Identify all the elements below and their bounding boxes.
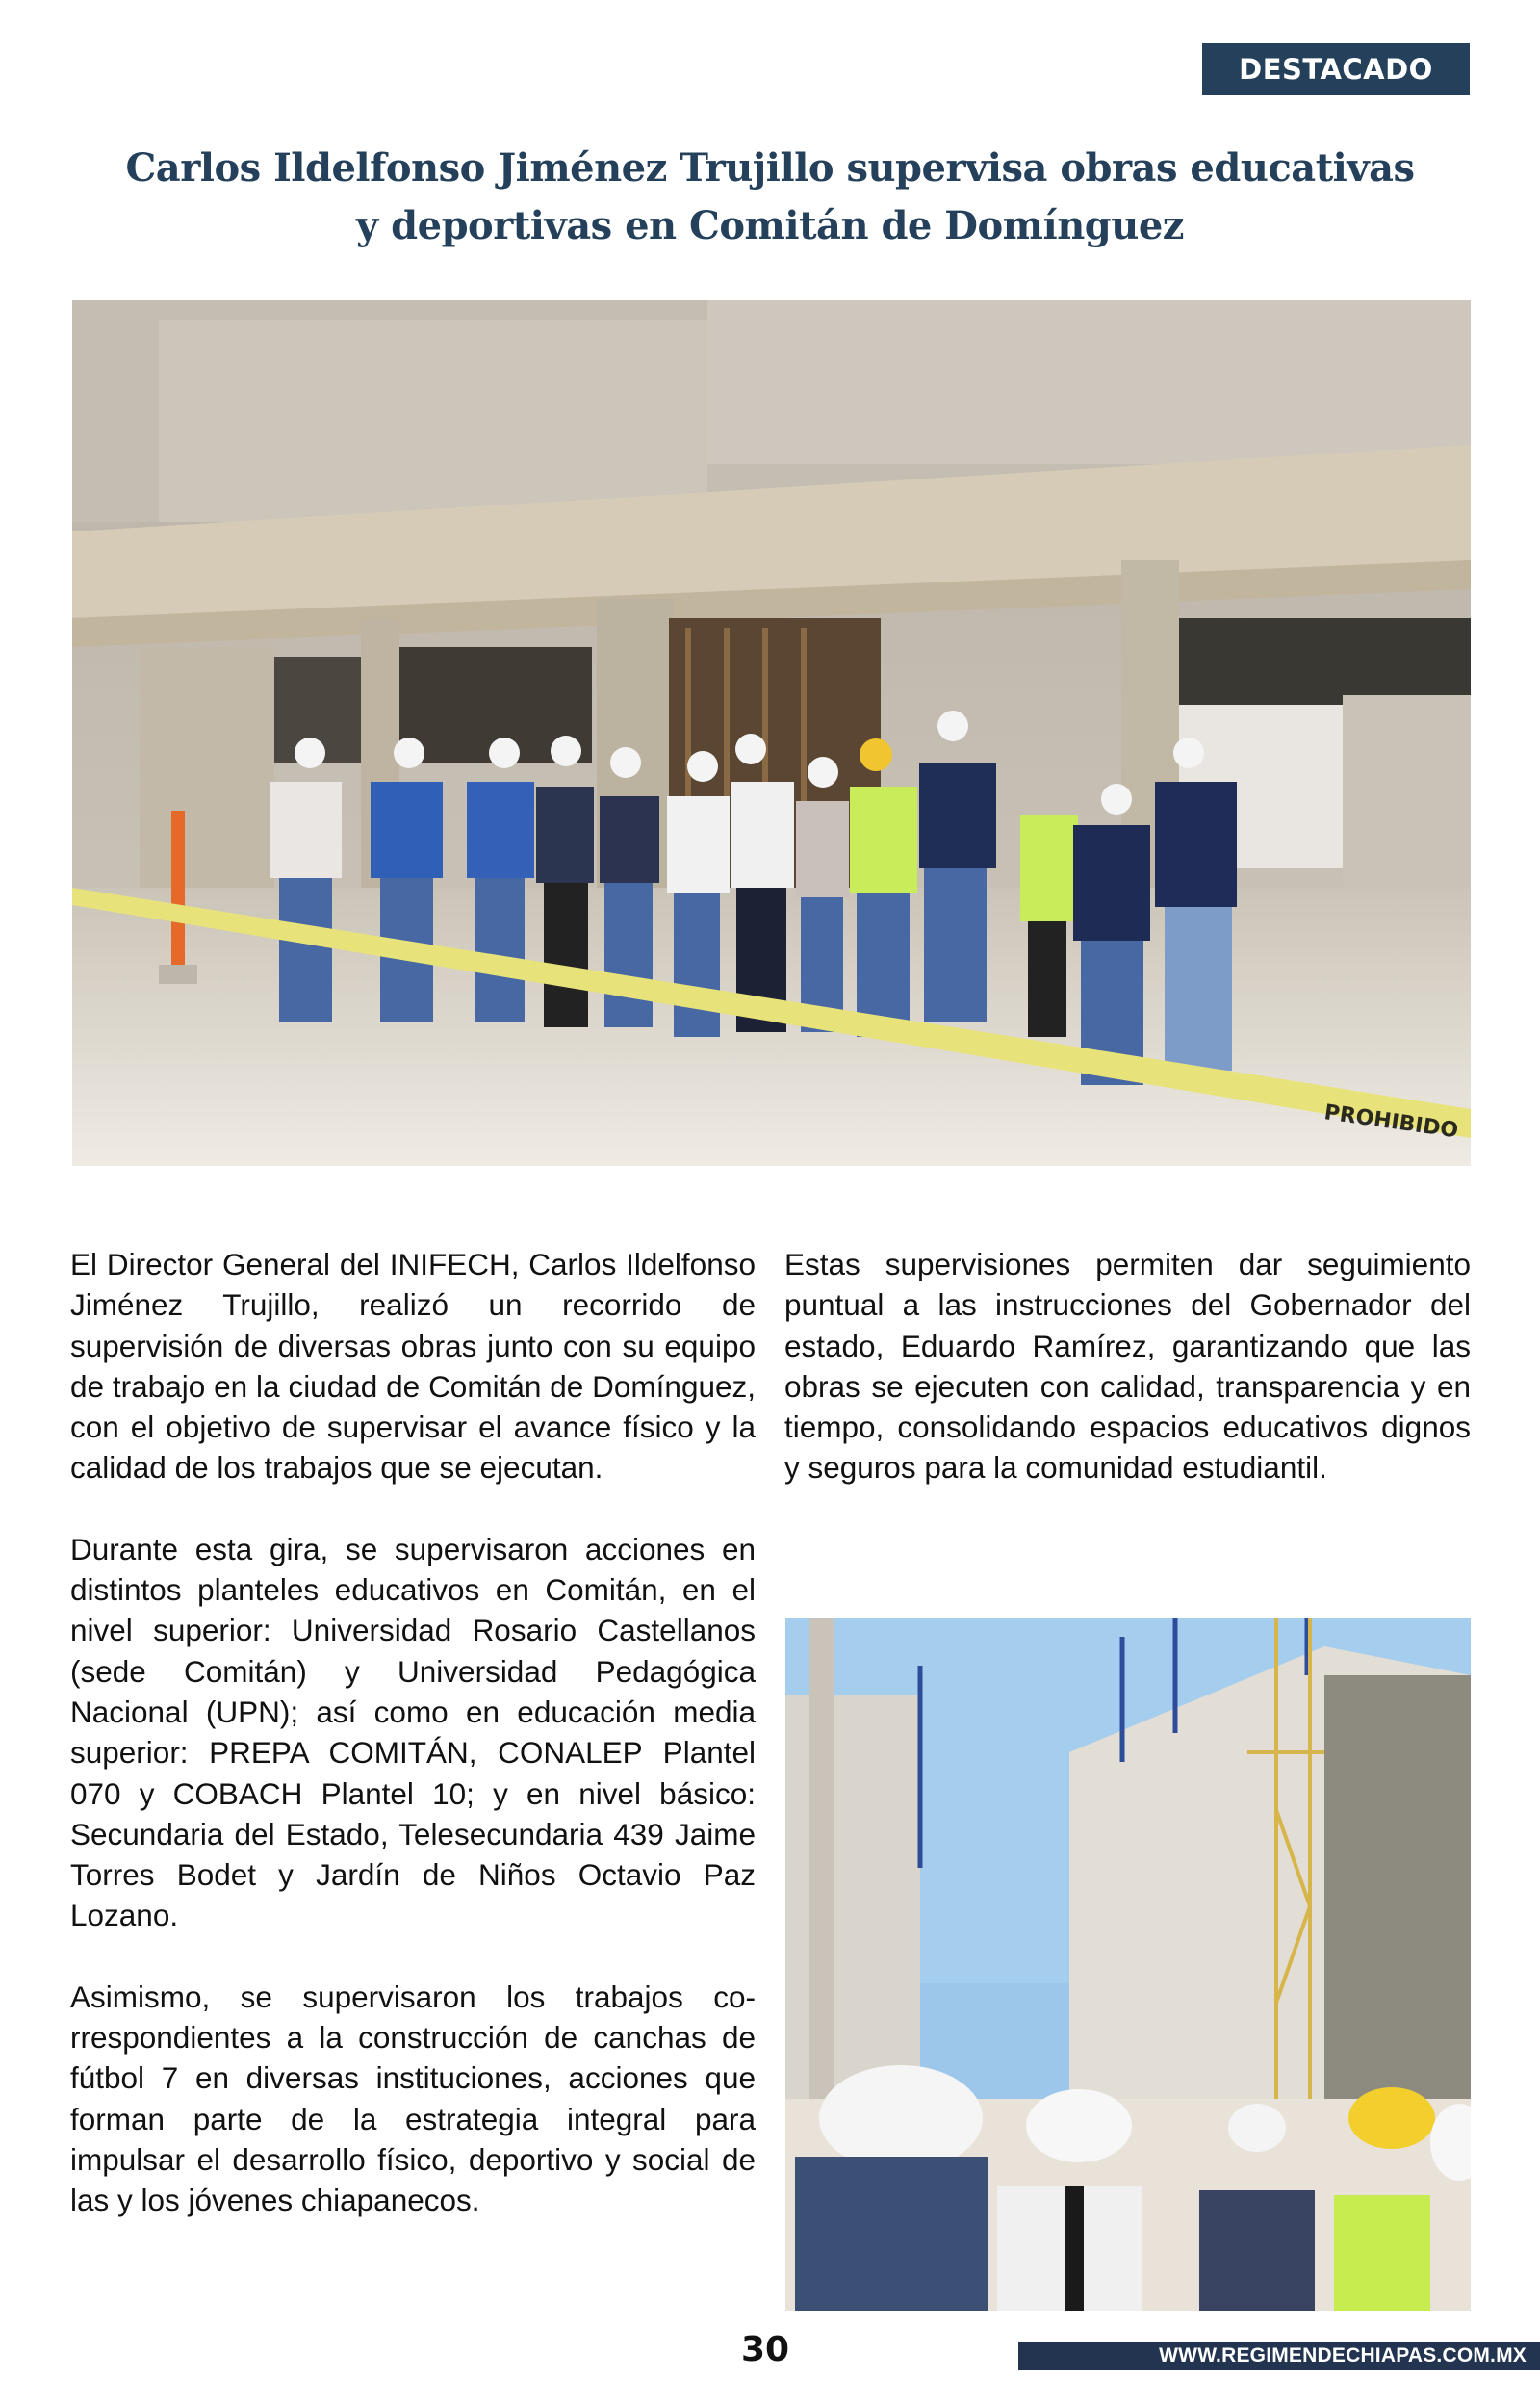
headline-line-2: y deportivas en Comitán de Domínguez — [355, 203, 1184, 248]
main-photo-illustration — [72, 300, 1471, 1166]
headline — [58, 140, 1482, 255]
side-photo-illustration — [785, 1618, 1471, 2311]
paragraph-planteles: Durante esta gira, se supervisaron acciones en distintos planteles educativos en Comitán, en el nivel superior: Universidad Rosario Castellanos (sede Comitán) y Universidad Pedagógica Nacional (UPN); así como en educación media superior: PREPA COMITÁN, CONALEP Plantel 070 y COBACH Plantel 10; y en nivel básico: Secundaria del Estado, Telesecundaria 439 Jaime Torres Bodet y Jardín de Niños Octavio Paz Lozano. — [70, 1531, 756, 1933]
article-left-column — [70, 1244, 756, 2262]
paragraph-supervisiones: Estas supervisiones permiten dar seguimiento puntual a las instrucciones del Gobernador del estado, Eduardo Ramírez, garantizando que las obras se ejecuten con calidad, transparencia y en tiempo, consolidando espacios educativos dignos y seguros para la comunidad estudiantil. — [784, 1247, 1471, 1486]
headline-line-1: Carlos Ildelfonso Jiménez Trujillo supervisa obras educativas — [125, 145, 1415, 191]
tape-text: PROHIBIDO — [1322, 1100, 1460, 1144]
website-footer — [1018, 2342, 1540, 2370]
page-number: 30 — [741, 2330, 790, 2369]
paragraph-intro: El Director General del INIFECH, Carlos Ildelfonso Jiménez Trujillo, realizó un recorrido de supervisión de diversas obras junto con su equipo de trabajo en la ciudad de Comitán de Domínguez, con el objetivo de supervisar el avance físico y la calidad de los trabajos que se ejecutan. — [70, 1247, 756, 1486]
side-photo — [785, 1618, 1471, 2311]
paragraph-canchas: Asimismo, se supervisaron los trabajos correspondientes a la construcción de canchas de fútbol 7 en diversas instituciones, acciones que forman parte de la estrategia integral para impulsar el desarrollo físico, deportivo y social de las y los jóvenes chiapanecos. — [70, 1979, 756, 2218]
section-tag: DESTACADO — [1202, 43, 1470, 95]
main-photo — [72, 300, 1471, 1166]
website-url: WWW.REGIMENDECHIAPAS.COM.MX — [1159, 2344, 1527, 2367]
article-right-column — [784, 1244, 1471, 1529]
